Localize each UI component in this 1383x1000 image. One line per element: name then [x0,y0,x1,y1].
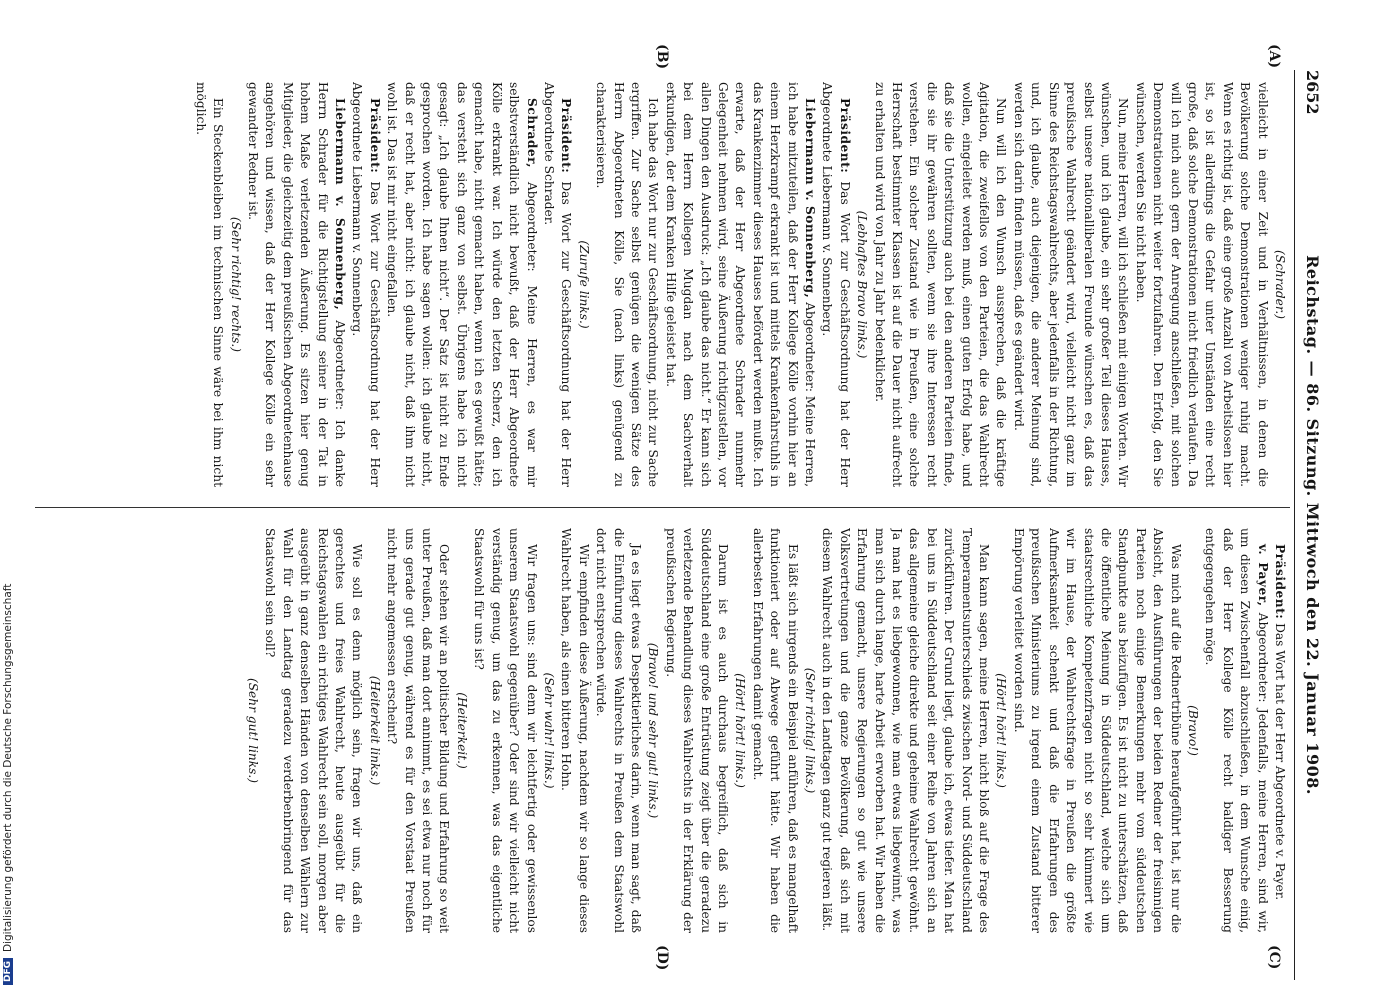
dfg-logo: DFG [3,958,13,985]
paragraph-text: Ein Steckenbleiben im technischen Sinne wäre bei ihm nicht möglich. [193,82,226,487]
paragraph-text: Ich habe das Wort nur zur Geschäftsordnung, nicht zur Sache ergriffen. Zur Sache selbst genügen die wenigen Sätze des Herrn Abgeordneten Kölle, Sie (nach links) genügend zu charakterisieren. [594,82,661,487]
speech-paragraph [661,82,818,487]
margin-marker-c: (C) [1266,945,1282,970]
speech-paragraph [1010,528,1184,933]
paragraph-text: Das Wort zur Geschäftsordnung hat der Herr Abgeordnete Liebermann v. Sonnenberg. [350,82,382,487]
credit-text: Digitalisierung gefördert durch die Deutsche Forschungsgemeinschaft [2,583,14,952]
speech-paragraph [557,528,592,933]
paragraph-text: Abgeordneter: Ich danke Herrn Schrader für die Richtigstellung seiner in der Tat in hohem Maße verletzenden Äußerung. Es sitzen hier genug Mitglieder, die gleichzeitig dem preußischen Abgeordnetenhause angehören und wissen, daß der Herr Kollege Kölle ein sehr gewandter Redner ist. [246,82,348,487]
speech-paragraph [1131,82,1270,487]
paragraph-text: Nun will ich den Wunsch aussprechen, daß die kräftige Agitation, die zweifellos von den Parteien, die das Wahlrecht wollen, eingeleitet werden muß, einen guten Erfolg habe, und daß sie die Unterstützung auch bei den anderen Parteien finde, die sie ihr gewähren sollten, wenn sie ihre Interessen recht verstehen. Ein solcher Zustand wie in Preußen, eine solche Herrschaft bestimmter Klassen ist auf die Dauer nicht aufrecht zu erhalten und wird von Jahr zu Jahr bedenklicher. [872,82,1009,487]
stage-direction: (Bravo!) [1185,705,1200,756]
paragraph-text: vielleicht in einer Zeit und in Verhältnissen, in denen die Bevölkerung solche Demonstrationen weniger ruhig macht. Wenn es richtig ist, daß eine große Anzahl von Arbeitslosen hier ist, so ist allerdings die Gefahr unter Umständen eine recht große, daß solche Demonstrationen nicht friedlich verlaufen. Da will ich mich auch gern der Anregung anschließen, mit solchen Demonstrationen nicht weiter fortzufahren. Den Erfolg, den Sie wünschen, werden Sie nicht haben. [1133,82,1270,487]
stage-direction: (Sehr richtig! links.) [803,667,818,794]
paragraph-text: Darum ist es auch durchaus begreiflich, daß sich in Süddeutschland eine große Entrüstung zeigt über die geradezu verletzende Behandlung dieses Wahlrechts in der Erklärung der preußischen Regierung. [663,528,730,933]
speech-paragraph [1201,528,1271,933]
stage-direction: (Hört! hört! links.) [994,673,1009,788]
margin-marker-b: (B) [654,44,670,70]
paragraph-text: Das Wort zur Geschäftsordnung hat der Herr Abgeordnete Liebermann v. Sonnenberg. [820,82,852,487]
paragraph-text: Abgeordneter: Meine Herren, ich habe mitzuteilen, daß der Herr Kollege Kölle vorhin hier an einem Herzkrampf erkrankt ist und mittels Krankenfahrstuhls in das Krankenzimmer dieses Hauses befördert werden mußte. Ich erwarte, daß der Herr Abgeordnete Schrader nunmehr Gelegenheit nehmen wird, seine Äußerung richtigzustellen, vor allen Dingen den Ausdruck: „Ich glaube das nicht.“ Er kann sich bei dem Herrn Kollegen Mugdan nach dem Sachverhalt erkundigen, der dem Kranken Hilfe geleistet hat. [663,82,818,487]
speech-paragraph [244,82,348,487]
paragraph-text: Ja es liegt etwas Despektierliches darin, wenn man sagt, daß die Einführung dieses Wahlrechts in Preußen dem Staatswohl dort nicht entsprechen würde. [594,528,643,933]
speech-paragraph [592,82,662,487]
speaker-name: v. Payer, [1255,544,1270,607]
paragraph-text: Abgeordneter: Jedenfalls, meine Herren, sind wir, um diesen Zwischenfall abzuschließen, in dem Wunsche einig, daß der Herr Kollege Kölle recht baldiger Besserung entgegengehen möge. [1203,528,1270,933]
paragraph-text: Das Wort zur Geschäftsordnung hat der Herr Abgeordnete Schrader. [541,82,574,487]
speech-paragraph [818,82,853,487]
right-column [38,528,1288,933]
speech-paragraph [383,82,540,487]
digitization-credit [0,0,16,1000]
continued-speaker: (Schrader.) [1273,250,1287,319]
speech-paragraph [470,528,540,933]
column-divider [35,507,1290,508]
stage-direction: (Heiterkeit.) [454,692,469,769]
stage-direction: (Hört! hört! links.) [733,673,748,788]
speech-paragraph [592,528,644,933]
speech-paragraph [748,528,800,933]
stage-direction: (Bravo! und sehr gut! links.) [646,642,661,819]
header-title: Reichstag. — 86. Sitzung. Mittwoch den 22. Januar 1908. [1303,255,1322,795]
page-number: 2652 [1303,70,1322,115]
speaker-name: Präsident: [367,98,382,174]
paragraph-text: Wir fragen uns: sind denn wir leichtfertig oder gewissenlos unserem Staatswohl gegenüber? Oder sind wir vielleicht nicht verständig genug, um das zu erkennen, was das eigentliche Staatswohl für uns ist? [472,528,539,933]
speaker-name: Präsident: [837,98,852,174]
speech-paragraph [348,82,383,487]
running-head [1298,70,1322,980]
speaker-name: Liebermann v. Sonnenberg, [333,98,348,311]
paragraph-text: Das Wort hat der Herr Abgeordnete v. Payer. [1273,619,1287,901]
speech-paragraph [383,528,453,933]
speech-paragraph [870,82,1009,487]
stage-direction: (Zurufe links.) [576,240,591,329]
header-rule [1294,70,1295,980]
stage-direction: (Lebhaftes Bravo links.) [855,210,870,359]
paragraph-text: Oder stehen wir an politischer Bildung und Erfahrung so weit unter Preußen, daß man dort annimmt, es sei etwa nur noch für uns gerade gut genug, während es für den Vorstaat Preußen nicht mehr angemessen erscheint? [385,528,452,933]
paragraph-text: Was mich auf die Rednertribüne heraufgeführt hat, ist nur die Absicht, den Ausführungen der beiden Redner der freisinnigen Parteien noch einige Bemerkungen mehr vom süddeutschen Standpunkte aus beizufügen. Es ist nicht zu unterschätzen, daß die öffentliche Meinung in Süddeutschland, welche sich um staatsrechtliche Kompetenzfragen nicht so sehr kümmert wie wir im Hause, der Wahlrechtsfrage in Preußen die größte Aufmerksamkeit schenkt und daß die Erfahrungen des preußischen Ministeriums zu irgend einem Zustand bitterer Empörung verleitet worden sind. [1011,528,1183,933]
paragraph-text: Man kann sagen, meine Herren, nicht bloß auf die Frage des Temperamentsunterschieds zwischen Nord- und Süddeutschland zurückführen. Der Grund liegt, glaube ich, etwas tiefer. Man hat bei uns in Süddeutschland seit einer Reihe von Jahren sich an das allgemeine gleiche direkte und geheime Wahlrecht gewöhnt. Ja man hat es liebgewonnen, wie man etwas liebgewinnt, was man sich durch lange, harte Arbeit erworben hat. Wir haben die Erfahrung gemacht, unsere Regierungen so gut wie unsere Volksvertretungen und die ganze Bevölkerung, daß sich mit diesem Wahlrecht auch in den Landtagen ganz gut regieren läßt. [820,528,992,933]
speech-paragraph [261,528,365,933]
document-page [30,0,1330,1000]
paragraph-text: Es läßt sich nirgends ein Beispiel anführen, daß es mangelhaft funktioniert oder auf Abwege geführt hätte. Wir haben die allerbesten Erfahrungen damit gemacht. [750,528,800,933]
left-column [38,82,1288,487]
speech-paragraph [1271,528,1288,933]
speaker-name: Präsident: [559,98,574,174]
paragraph-text: Nun, meine Herren, will ich schließen mit einigen Worten. Wir wünschen, und ich glaube, ein sehr großer Teil dieses Hauses, selbst unsere nationalliberalen Freunde wünschen es, daß das preußische Wahlrecht geändert wird, vielleicht nicht ganz im Sinne des Reichstagswahlrechts, aber jedenfalls in der Richtung, und, ich glaube, auch diejenigen, die anderer Meinung sind, werden sich darin finden müssen, daß es geändert wird. [1011,82,1131,487]
speaker-name: Liebermann v. Sonnenberg, [803,98,818,299]
speech-paragraph [661,528,731,933]
stage-direction: (Sehr wahr! links.) [541,672,556,789]
margin-marker-d: (D) [654,945,670,971]
margin-marker-a: (A) [1266,44,1282,69]
speech-paragraph [191,82,226,487]
stage-direction: (Sehr gut! links.) [246,677,261,784]
speech-paragraph [540,82,575,487]
speech-paragraph [818,528,992,933]
paragraph-text: Wie soll es denn möglich sein, fragen wir uns, daß ein gerechtes und freies Wahlrecht, heute ausgeübt für die Reichstagswahlen ein richtiges Wahlrecht sein soll, morgen aber ausgeübt in ganz denselben Händen von denselben Wählern zur Wahl für den Landtag geradezu verderbenbringend für das Staatswohl sein soll? [263,528,365,933]
stage-direction: (Sehr richtig! rechts.) [228,216,243,353]
stage-direction: (Heiterkeit links.) [367,675,382,786]
paragraph-text: Abgeordneter: Meine Herren, es war mir selbstverständlich nicht bewußt, daß der Herr Abgeordnete Kölle erkrankt war. Ich würde den letzten Scherz, den ich gemacht habe, nicht gemacht haben, wenn ich es gewußt hätte; das versteht sich ganz von selbst. Übrigens habe ich nicht gesagt: „Ich glaube Ihnen nicht“. Der Satz ist nicht zu Ende gesprochen worden. Ich habe sagen wollen: ich glaube nicht, daß er recht hat, aber nicht: ich glaube nicht, daß ihm nicht wohl ist. Das ist mir nicht eingefallen. [385,82,539,487]
speech-paragraph [1010,82,1132,487]
speaker-name: Schrader, [524,98,539,168]
speaker-name: Präsident: [1273,544,1287,620]
paragraph-text: Wir empfinden diese Äußerung, nachdem wir so lange dieses Wahlrecht haben, als einen bitteren Hohn. [559,528,591,933]
